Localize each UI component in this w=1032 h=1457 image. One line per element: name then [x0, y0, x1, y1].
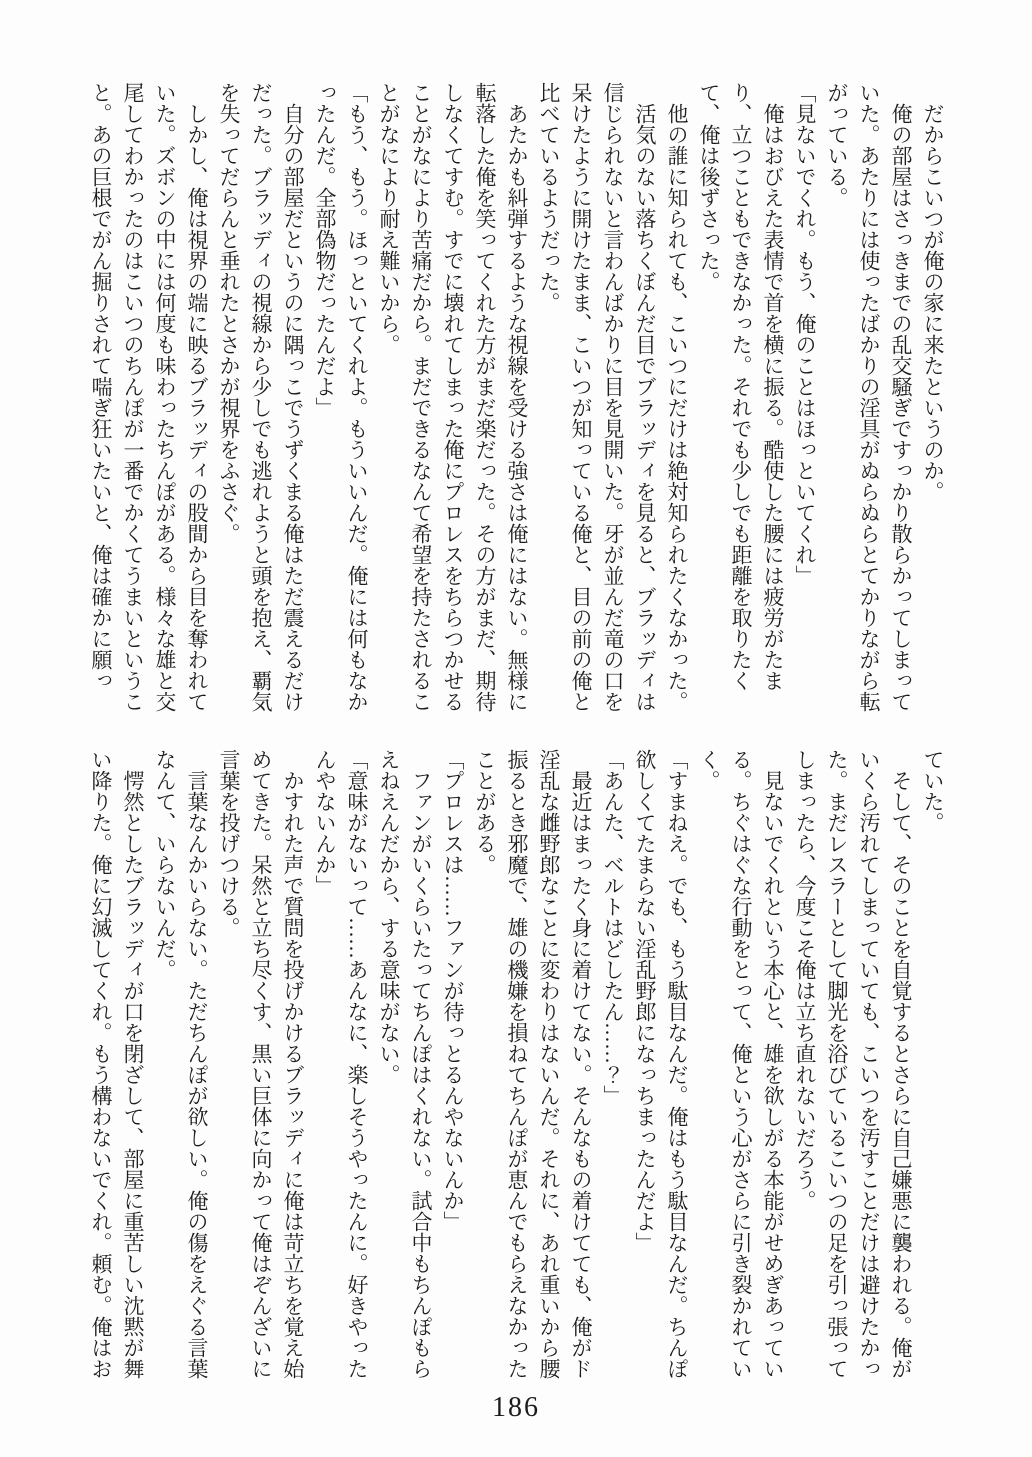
paragraph: 「意味がないって……あんなに、楽しそうやったんに。好きやったんやないんか」 [313, 749, 369, 1379]
paragraph: しかし、俺は視界の端に映るブラッディの股間から目を奪われていた。ズボンの中には何度も味わったちんぽがある。様々な雄と交尾してわかったのはこいつのちんぽが一番でかくてうまいということ。あの巨根でがん掘りされて喘ぎ狂いたいと、俺は確かに願っ [89, 82, 209, 712]
paragraph: 「すまねえ。でも、もう駄目なんだ。俺はもう駄目なんだ。ちんぽ欲しくてたまらない淫乱野郎になっちまったんだよ」 [633, 749, 689, 1379]
paragraph: だからこいつが俺の家に来たというのか。 [921, 82, 945, 502]
paragraph: 活気のない落ちくぼんだ目でブラッディを見ると、ブラッディは信じられないと言わんばかりに目を見開いた。牙が並んだ竜の口を呆けたように開けたまま、こいつが知っている俺と、目の前の俺と比べているようだった。 [537, 82, 657, 712]
paragraph: 「見ないでくれ。もう、俺のことはほっといてくれ」 [793, 82, 817, 586]
paragraph: 他の誰に知られても、こいつにだけは絶対知られたくなかった。 [665, 82, 689, 712]
top-text-block [85, 82, 949, 718]
paragraph: 自分の部屋だというのに隅っこでうずくまる俺はただ震えるだけだった。ブラッディの視線から少しでも逃れようと頭を抱え、覇気を失ってだらんと垂れたとさかが視界をふさぐ。 [217, 82, 305, 712]
paragraph: ていた。 [921, 749, 945, 833]
paragraph: 「あんた、ベルトはどしたん……？」 [601, 749, 625, 1106]
paragraph: ファンがいくらいたってちんぽはくれない。試合中もちんぽもらえねえんだから、する意味がない。 [377, 749, 433, 1379]
paragraph: そして、そのことを自覚するとさらに自己嫌悪に襲われる。俺がいくら汚れてしまっていても、こいつを汚すことだけは避けたかった。まだレスラーとして脚光を浴びているこいつの足を引っ張ってしまったら、今度こそ俺は立ち直れないだろう。 [793, 749, 913, 1379]
paragraph: かすれた声で質問を投げかけるブラッディに俺は苛立ちを覚え始めてきた。呆然と立ち尽くす、黒い巨体に向かって俺はぞんざいに言葉を投げつける。 [217, 749, 305, 1379]
paragraph: 見ないでくれという本心と、雄を欲しがる本能がせめぎあっている。ちぐはぐな行動をとって、俺という心がさらに引き裂かれていく。 [697, 749, 785, 1379]
paragraph: 最近はまったく身に着けてない。そんなもの着けてても、俺がド淫乱な雌野郎なことに変わりはないんだ。それに、あれ重いから腰振るとき邪魔で、雄の機嫌を損ねてちんぽが恵んでもらえなかったことがある。 [473, 749, 593, 1379]
paragraph: あたかも糾弾するような視線を受ける強さは俺にはない。無様に転落した俺を笑ってくれた方がまだ楽だった。その方がまだ、期待しなくてすむ。すでに壊れてしまった俺にプロレスをちらつかせることがなにより苦痛だから。まだできるなんて希望を持たされることがなにより耐え難いから。 [377, 82, 529, 712]
page-number: 186 [492, 1392, 540, 1423]
paragraph: 「プロレスは……ファンが待っとるんやないんか」 [441, 749, 465, 1232]
bottom-text-block [85, 749, 949, 1385]
paragraph: 俺の部屋はさっきまでの乱交騒ぎですっかり散らかってしまっていた。あたりには使ったばかりの淫具がぬらぬらとてかりながら転がっている。 [825, 82, 913, 712]
paragraph: 俺はおびえた表情で首を横に振る。酷使した腰には疲労がたまり、立つこともできなかった。それでも少しでも距離を取りたくて、俺は後ずさった。 [697, 82, 785, 691]
paragraph: 愕然としたブラッディが口を閉ざして、部屋に重苦しい沈黙が舞い降りた。俺に幻滅してくれ。もう構わないでくれ。頼む。俺はお [89, 749, 145, 1379]
paragraph: 言葉なんかいらない。ただちんぽが欲しい。俺の傷をえぐる言葉なんて、いらないんだ。 [153, 749, 209, 1379]
paragraph: 「もう、もう。ほっといてくれよ。もういいんだ。俺には何もなかったんだ。全部偽物だったんだよ」 [313, 82, 369, 712]
